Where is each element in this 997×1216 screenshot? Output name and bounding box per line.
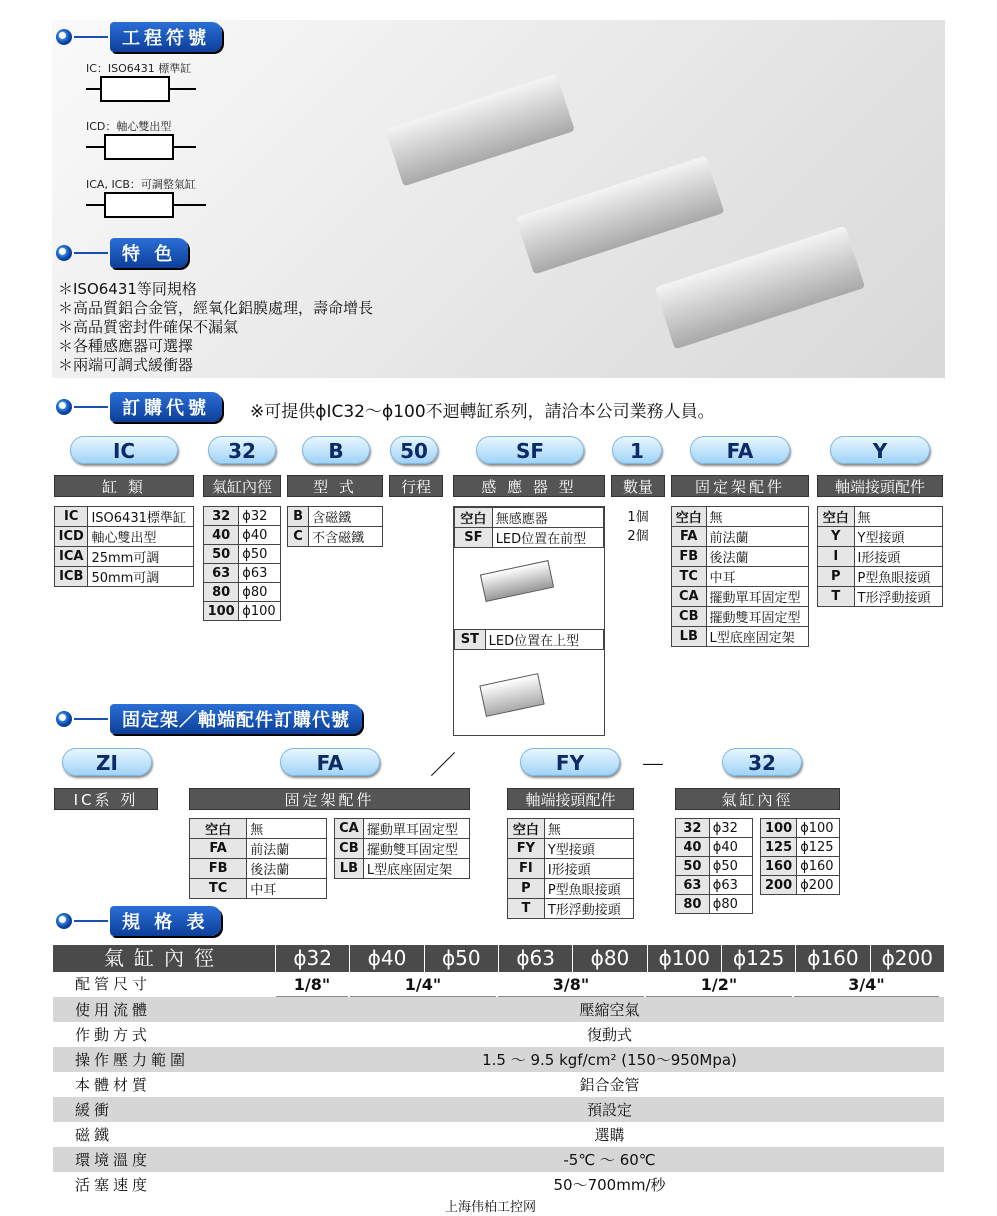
group-head: 缸 類	[54, 475, 194, 497]
section-order: 訂購代號	[56, 394, 222, 420]
sensor-panel: 空白 無感應器 SF LED位置在前型 ST LED位置在上型	[453, 506, 605, 736]
group-head: 固定架配件	[671, 475, 809, 497]
cylinder-type-table	[54, 506, 194, 587]
spec-row: 作動方式 復動式	[75, 1026, 632, 1044]
spec-row: 磁鐵 選購	[75, 1126, 625, 1144]
group-head: 軸端接頭配件	[507, 788, 634, 810]
bullet-icon	[56, 913, 72, 929]
section-features: 特 色	[56, 240, 188, 266]
group-head: 固定架配件	[189, 788, 470, 810]
feature-item: ＊高品質鋁合金管，經氧化鋁膜處理，壽命增長	[58, 299, 374, 317]
separator: －	[640, 751, 667, 781]
code-pill: SF	[476, 436, 584, 464]
group-head: 行程	[389, 475, 443, 497]
symbol-icd	[86, 134, 196, 160]
code-pill: 32	[208, 436, 276, 464]
code-pill: 50	[390, 436, 438, 464]
sensor-sf-image	[480, 560, 554, 602]
group-head: 軸端接頭配件	[817, 475, 943, 497]
spec-row: 環境溫度 -5℃ ～ 60℃	[53, 1147, 944, 1172]
code-pill: ZI	[62, 748, 152, 776]
spec-table	[53, 945, 944, 1197]
b-mount-table-b: CA 擺動單耳固定型 CB 擺動雙耳固定型 LB L型底座固定架	[334, 818, 470, 879]
footer-watermark: 上海伟柏工控网	[445, 1200, 537, 1215]
spec-row-pipe: 配管尺寸 1/8" 1/4" 3/8" 1/2" 3/4"	[53, 972, 944, 997]
spec-row: 使用流體 壓縮空氣	[53, 997, 944, 1022]
section-bracket-order: 固定架／軸端配件訂購代號	[56, 706, 362, 732]
feature-item: ＊高品質密封件確保不漏氣	[58, 318, 239, 336]
feature-item: ＊各種感應器可選擇	[58, 337, 194, 355]
symbol-label: ICA, ICB：可調整氣缸	[86, 178, 196, 191]
mount-table: 空白 無 FA 前法蘭 FB 後法蘭 TC 中耳 CA 擺動單耳固定型 CB 擺動雙耳固定型 LB L型底座固定架	[671, 506, 809, 647]
b-mount-table-a: 空白 無 FA 前法蘭 FB 後法蘭 TC 中耳	[189, 818, 327, 899]
symbol-ica	[86, 192, 206, 218]
group-head: 氣缸內徑	[203, 475, 281, 497]
spec-row: 操作壓力範圍 1.5 ～ 9.5 kgf/cm² (150～950Mpa)	[53, 1047, 944, 1072]
code-pill: FY	[520, 748, 620, 776]
separator: ／	[430, 751, 457, 781]
feature-item: ＊ISO6431等同規格	[58, 280, 197, 298]
code-pill: 32	[722, 748, 802, 776]
code-pill: FA	[690, 436, 790, 464]
table-row: IC ISO6431標準缸	[55, 507, 194, 527]
symbol-label: IC：ISO6431 標準缸	[86, 62, 192, 75]
qty-table: 1個 2個	[627, 510, 649, 544]
code-pill: IC	[70, 436, 178, 464]
spec-header: 氣缸內徑 ϕ32 ϕ40 ϕ50 ϕ63 ϕ80 ϕ100 ϕ125 ϕ160 ϕ200	[53, 945, 944, 972]
b-bore-table-a: 32 ϕ32 40 ϕ40 50 ϕ50 63 ϕ63 80 ϕ80	[675, 818, 753, 914]
b-rod-table: 空白 無 FY Y型接頭 FI I形接頭 P P型魚眼接頭 T T形浮動接頭	[507, 818, 634, 919]
code-pill: Y	[830, 436, 930, 464]
bullet-icon	[56, 399, 72, 415]
bullet-icon	[56, 29, 72, 45]
group-head: 數量	[611, 475, 665, 497]
spec-row: 緩衝 預設定	[53, 1097, 944, 1122]
spec-row: 本體材質 鋁合金管	[75, 1076, 640, 1094]
form-table: B 含磁鐵 C 不含磁鐵	[287, 506, 383, 547]
rod-end-table: 空白 無 Y Y型接頭 I I形接頭 P P型魚眼接頭 T T形浮動接頭	[817, 506, 943, 607]
table-row: ICB 50mm可調	[55, 567, 194, 587]
group-head: IC系 列	[54, 788, 158, 810]
group-head: 感 應 器 型	[453, 475, 605, 497]
group-head: 型 式	[287, 475, 383, 497]
b-bore-table-b: 100 ϕ100 125 ϕ125 160 ϕ160 200 ϕ200	[760, 818, 840, 895]
table-row: ICD 軸心雙出型	[55, 527, 194, 547]
feature-list	[58, 280, 373, 375]
spec-row: 活塞速度 50～700mm/秒	[75, 1176, 666, 1194]
bullet-icon	[56, 245, 72, 261]
bore-table: 32 ϕ32 40 ϕ40 50 ϕ50 63 ϕ63 80 ϕ80 100 ϕ100	[203, 506, 281, 621]
code-pill: 1	[612, 436, 662, 464]
code-pill: FA	[280, 748, 380, 776]
section-symbols: 工程符號	[56, 24, 222, 50]
section-spec: 規 格 表	[56, 908, 221, 934]
symbol-label: ICD：軸心雙出型	[86, 120, 172, 133]
order-note: ※可提供ϕIC32～ϕ100不迴轉缸系列，請洽本公司業務人員。	[250, 402, 715, 422]
table-row: ICA 25mm可調	[55, 547, 194, 567]
bullet-icon	[56, 711, 72, 727]
symbol-ic	[86, 76, 196, 102]
feature-item: ＊兩端可調式緩衝器	[58, 356, 194, 374]
sensor-st-image	[479, 673, 544, 717]
code-pill: B	[302, 436, 370, 464]
group-head: 氣缸內徑	[675, 788, 840, 810]
